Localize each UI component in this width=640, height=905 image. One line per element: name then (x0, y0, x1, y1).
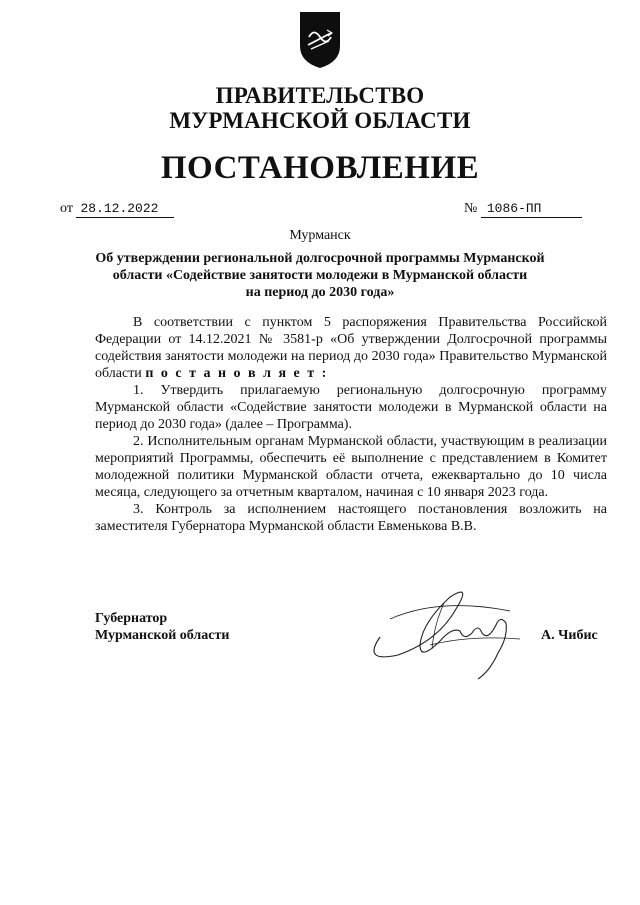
document-number: 1086-ПП (481, 201, 582, 218)
document-type-title: ПОСТАНОВЛЕНИЕ (160, 150, 480, 186)
subject-line: на период до 2030 года» (245, 285, 395, 300)
preamble-text: В соответствии с пунктом 5 распоряжения Правительства Российской Федерации от 14.12.2021 № 3581-р «Об утверждении Долгосрочной программы содействия занятости молодежи на период до 2030 года» Правительство Мурманской области (95, 315, 607, 381)
signatory-title-line1: Губернатор (95, 611, 168, 626)
date-row (60, 201, 174, 218)
government-title-line2: МУРМАНСКОЙ ОБЛАСТИ (169, 108, 471, 133)
document-subject (95, 250, 545, 301)
number-prefix: № (464, 201, 478, 216)
signatory-title (95, 610, 229, 644)
clause-2: 2. Исполнительным органам Мурманской области, участвующим в реализации мероприятий Программы, обеспечить её выполнение с представлением в Комитет молодежной политики Мурманской области отчета, ежеквартально до 10 числа месяца, следующего за отчетным кварталом, начиная с 10 января 2023 года. (95, 434, 607, 500)
subject-line: области «Содействие занятости молодежи в Мурманской области (112, 268, 528, 283)
coat-of-arms-icon (297, 10, 343, 70)
government-title-line1: ПРАВИТЕЛЬСТВО (215, 83, 425, 108)
handwritten-signature (360, 575, 535, 685)
date-prefix: от (60, 201, 73, 216)
clause-1: 1. Утвердить прилагаемую региональную долгосрочную программу Мурманской области «Содействие занятости молодежи в Мурманской области на период до 2030 года» (далее – Программа). (95, 383, 607, 432)
document-date: 28.12.2022 (76, 201, 174, 218)
preamble-paragraph (95, 314, 607, 382)
decree-word: п о с т а н о в л я е т : (145, 366, 329, 381)
signatory-name: А. Чибис (541, 628, 598, 643)
subject-line: Об утверждении региональной долгосрочной программы Мурманской (95, 251, 545, 266)
city-name: Мурманск (289, 228, 351, 243)
clause-3: 3. Контроль за исполнением настоящего постановления возложить на заместителя Губернатора Мурманской области Евменькова В.В. (95, 502, 607, 534)
document-body (95, 314, 607, 535)
number-row (464, 201, 582, 218)
signatory-title-line2: Мурманской области (95, 628, 230, 643)
